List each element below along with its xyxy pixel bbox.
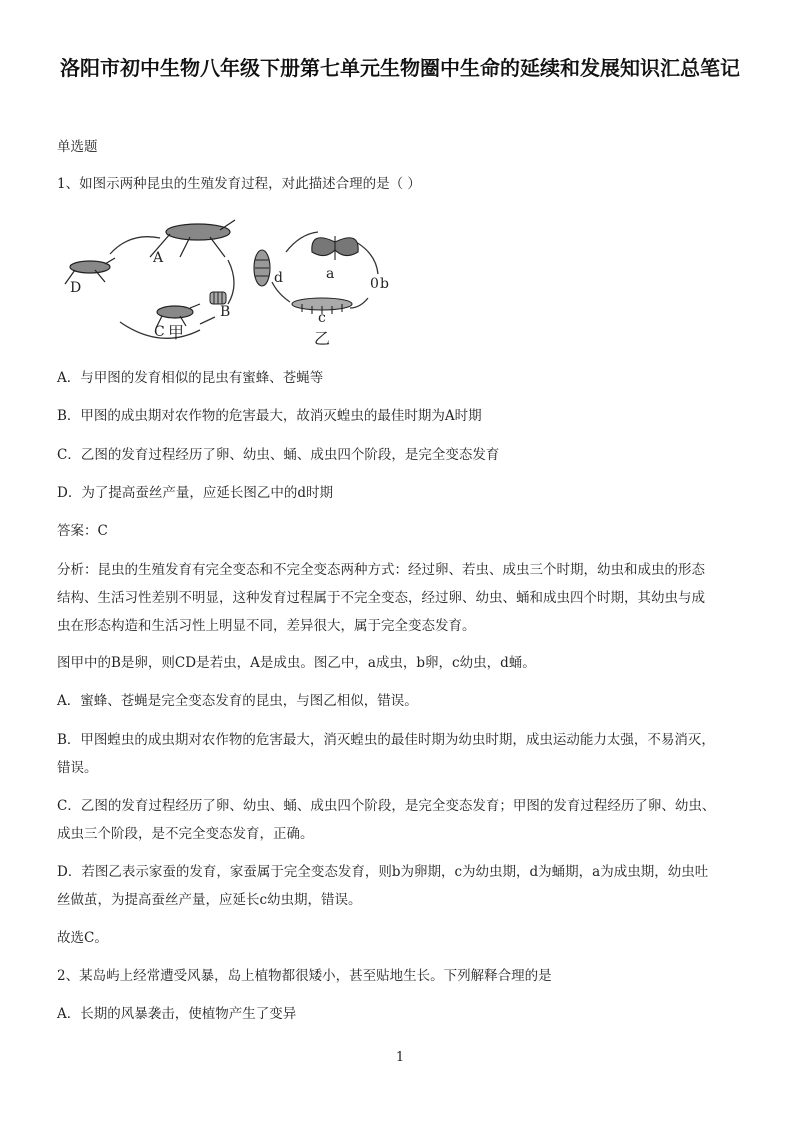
q1-analysis-line: 成虫三个阶段，是不完全变态发育，正确。	[57, 826, 314, 842]
q1-option-d: D．为了提高蚕丝产量，应延长图乙中的d时期	[57, 485, 333, 501]
q1-answer: 答案：C	[57, 523, 108, 539]
caption-jia: 甲	[168, 323, 185, 342]
label-A: A	[153, 250, 164, 266]
page-title: 洛阳市初中生物八年级下册第七单元生物圈中生命的延续和发展知识汇总笔记	[60, 56, 740, 80]
q1-analysis-line: B．甲图蝗虫的成虫期对农作物的危害最大，消灭蝗虫的最佳时期为幼虫时期，成虫运动能力太强，不易消灭，	[57, 732, 715, 748]
caption-yi: 乙	[314, 329, 331, 348]
arrow-a-to-b	[356, 242, 378, 274]
q1-analysis-line: C．乙图的发育过程经历了卵、幼虫、蛹、成虫四个阶段，是完全变态发育；甲图的发育过程经历了卵、幼虫、	[57, 798, 716, 814]
pupa-d-icon	[254, 250, 270, 286]
q1-option-c: C．乙图的发育过程经历了卵、幼虫、蛹、成虫四个阶段，是完全变态发育	[57, 447, 500, 463]
q1-analysis-line: A．蜜蜂、苍蝇是完全变态发育的昆虫，与图乙相似，错误。	[57, 693, 418, 709]
label-c: c	[318, 310, 326, 326]
q1-analysis-line: 错误。	[57, 760, 98, 776]
arrow-b-to-c	[200, 317, 215, 324]
insect-development-figure	[50, 212, 410, 357]
q1-analysis-line: 图甲中的B是卵，则CD是若虫，A是成虫。图乙中，a成虫，b卵，c幼虫，d蛹。	[57, 655, 536, 671]
label-d: d	[274, 270, 283, 286]
moth-adult-icon	[312, 236, 358, 260]
q1-conclusion: 故选C。	[57, 930, 108, 946]
label-b: b	[380, 276, 389, 292]
q1-analysis-line: D．若图乙表示家蚕的发育，家蚕属于完全变态发育，则b为卵期，c为幼虫期，d为蛹期，a为成虫期，幼虫吐	[57, 864, 709, 880]
label-C: C	[154, 324, 165, 340]
label-D: D	[70, 280, 82, 296]
q1-analysis-line: 结构、生活习性差别不明显，这种发育过程属于不完全变态，经过卵、幼虫、蛹和成虫四个时期，其幼虫与成	[57, 590, 705, 606]
q2-option-a: A．长期的风暴袭击，使植物产生了变异	[57, 1006, 297, 1022]
q1-option-b: B．甲图的成虫期对农作物的危害最大，故消灭蝗虫的最佳时期为A时期	[57, 408, 482, 424]
label-B: B	[220, 304, 231, 320]
label-a: a	[326, 266, 335, 282]
egg-mass-b-icon	[210, 292, 226, 304]
section-heading: 单选题	[57, 139, 98, 155]
arrow-a-to-b	[228, 260, 234, 304]
page-number: 1	[395, 1050, 405, 1065]
q1-analysis-line: 分析：昆虫的生殖发育有完全变态和不完全变态两种方式：经过卵、若虫、成虫三个时期，幼虫和成虫的形态	[57, 562, 705, 578]
q1-analysis-line: 虫在形态构造和生活习性上明显不同，差异很大，属于完全变态发育。	[57, 618, 476, 634]
figure-svg	[50, 212, 410, 357]
question-1-stem: 1、如图示两种昆虫的生殖发育过程，对此描述合理的是（ ）	[57, 176, 421, 192]
question-2-stem: 2、某岛屿上经常遭受风暴，岛上植物都很矮小，甚至贴地生长。下列解释合理的是	[57, 968, 552, 984]
q1-option-a: A．与甲图的发育相似的昆虫有蜜蜂、苍蝇等	[57, 370, 324, 386]
arrow-b-to-c	[350, 298, 368, 308]
label-b-mark: 0	[370, 276, 379, 292]
q1-analysis-line: 丝做茧，为提高蚕丝产量，应延长c幼虫期，错误。	[57, 892, 362, 908]
